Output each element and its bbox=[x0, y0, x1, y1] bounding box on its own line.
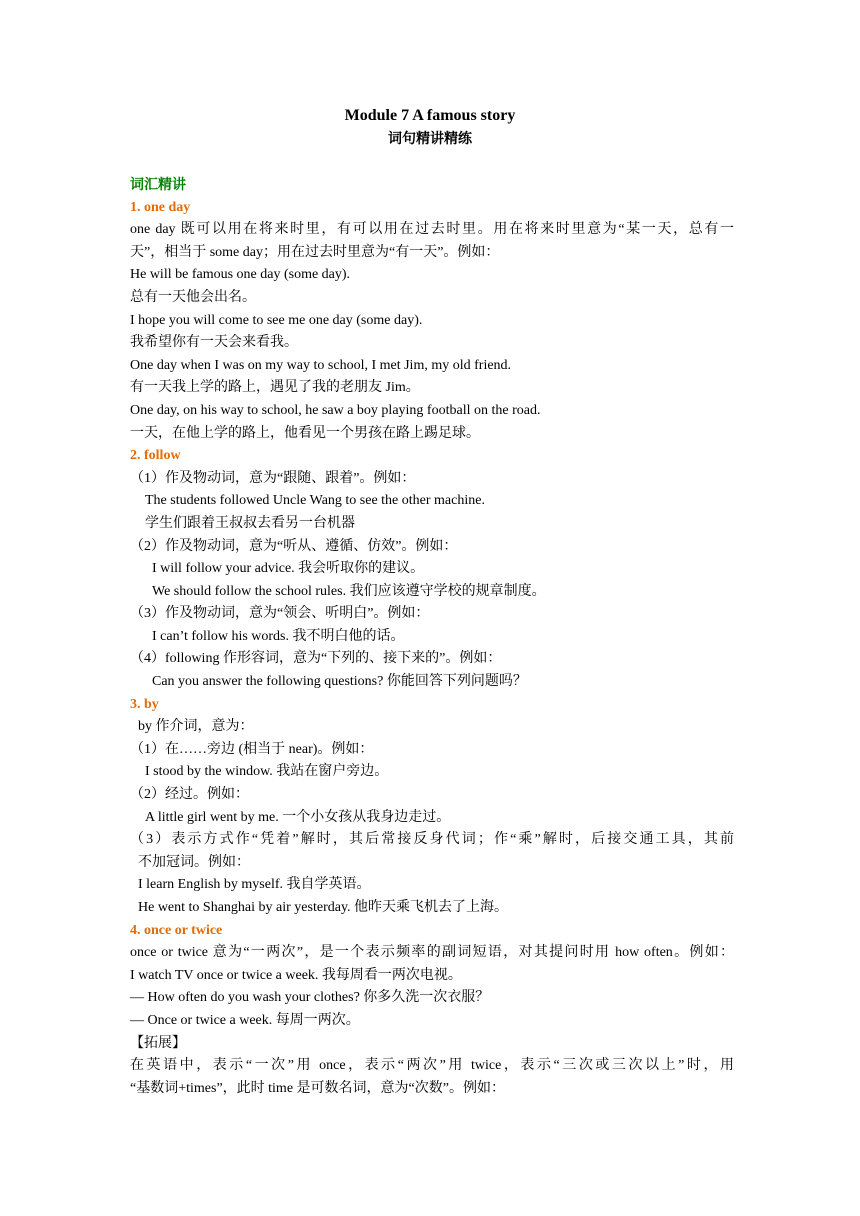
entry-heading: 3. by bbox=[130, 696, 159, 712]
body-line: 一天，在他上学的路上，他看见一个男孩在路上踢足球。 bbox=[130, 425, 480, 441]
body-line: The students followed Uncle Wang to see the other machine. bbox=[145, 493, 485, 509]
page-subtitle: 词句精讲精练 bbox=[388, 131, 472, 147]
section-heading: 词汇精讲 bbox=[130, 177, 186, 193]
body-line: （2）作及物动词，意为“听从、遵循、仿效”。例如： bbox=[130, 538, 458, 554]
body-line: Can you answer the following questions? 你能回答下列问题吗？ bbox=[152, 674, 527, 690]
body-line: （3）作及物动词，意为“领会、听明白”。例如： bbox=[130, 606, 430, 622]
body-line: （1）作及物动词，意为“跟随、跟着”。例如： bbox=[130, 470, 416, 486]
body-line: once or twice 意为“一两次”，是一个表示频率的副词短语，对其提问时用 how often。例如： bbox=[130, 945, 734, 961]
body-line: — How often do you wash your clothes? 你多久洗一次衣服？ bbox=[130, 990, 490, 1006]
body-line: 有一天我上学的路上，遇见了我的老朋友 Jim。 bbox=[130, 380, 420, 396]
body-line: 总有一天他会出名。 bbox=[130, 289, 256, 305]
body-line: I hope you will come to see me one day (some day). bbox=[130, 312, 423, 328]
body-line: I watch TV once or twice a week. 我每周看一两次电视。 bbox=[130, 967, 462, 983]
body-line: （3）表示方式作“凭着”解时，其后常接反身代词；作“乘”解时，后接交通工具，其前 bbox=[130, 832, 734, 848]
body-line: by 作介词，意为： bbox=[138, 719, 254, 735]
document-body bbox=[130, 174, 734, 1100]
entry-heading: 4. once or twice bbox=[130, 922, 223, 938]
page-title: Module 7 A famous story bbox=[344, 107, 516, 124]
body-line: （2）经过。例如： bbox=[130, 787, 249, 803]
body-line: One day, on his way to school, he saw a boy playing football on the road. bbox=[130, 402, 541, 418]
body-line: I learn English by myself. 我自学英语。 bbox=[138, 877, 371, 893]
body-line: One day when I was on my way to school, I met Jim, my old friend. bbox=[130, 357, 512, 373]
entry-heading: 2. follow bbox=[130, 448, 181, 464]
body-line: He went to Shanghai by air yesterday. 他昨天乘飞机去了上海。 bbox=[138, 900, 509, 915]
body-line: “基数词+times”，此时 time 是可数名词，意为“次数”。例如： bbox=[130, 1080, 505, 1096]
entry-heading: 1. one day bbox=[130, 199, 191, 215]
body-line: 学生们跟着王叔叔去看另一台机器 bbox=[145, 515, 355, 531]
body-line: 我希望你有一天会来看我。 bbox=[130, 335, 298, 351]
body-line: （1）在……旁边 (相当于 near)。例如： bbox=[130, 741, 374, 757]
body-line: （4）following 作形容词，意为“下列的、接下来的”。例如： bbox=[130, 651, 502, 667]
body-line: — Once or twice a week. 每周一两次。 bbox=[130, 1012, 360, 1028]
body-line: I will follow your advice. 我会听取你的建议。 bbox=[152, 561, 425, 577]
body-line: He will be famous one day (some day). bbox=[130, 267, 351, 283]
body-line: A little girl went by me. 一个小女孩从我身边走过。 bbox=[145, 809, 451, 825]
body-line: 【拓展】 bbox=[130, 1035, 186, 1051]
body-line: I can’t follow his words. 我不明白他的话。 bbox=[152, 628, 405, 644]
body-line: 在英语中，表示“一次”用 once，表示“两次”用 twice，表示“三次或三次以上”时，用 bbox=[130, 1058, 734, 1074]
body-line: 天”，相当于 some day；用在过去时里意为“有一天”。例如： bbox=[130, 244, 500, 260]
body-line: I stood by the window. 我站在窗户旁边。 bbox=[145, 764, 389, 780]
body-line: 不加冠词。例如： bbox=[138, 854, 250, 870]
body-line: We should follow the school rules. 我们应该遵守学校的规章制度。 bbox=[152, 583, 546, 599]
body-line: one day 既可以用在将来时里，有可以用在过去时里。用在将来时里意为“某一天，总有一 bbox=[130, 222, 734, 238]
